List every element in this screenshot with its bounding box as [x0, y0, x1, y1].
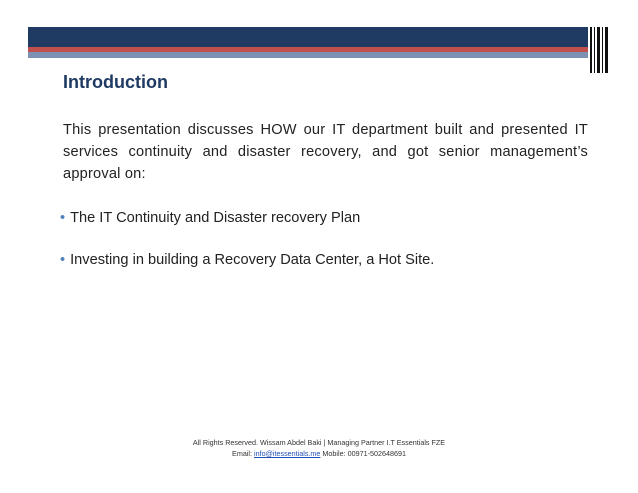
intro-paragraph: This presentation discusses HOW our IT department built and presented IT services continuity and disaster recovery, and got senior management’s approval on: [63, 122, 588, 182]
bullet-icon: • [60, 252, 66, 268]
header-decoration-bar [28, 27, 610, 73]
footer-contact [0, 449, 638, 458]
footer-copyright: All Rights Reserved. Wissam Abdel Baki | Managing Partner I.T Essentials FZE [192, 438, 446, 447]
slide-title: Introduction [63, 72, 168, 92]
bullet-item-1 [60, 210, 360, 226]
bullet-text: Investing in building a Recovery Data Center, a Hot Site. [70, 252, 435, 268]
bullet-item-2 [60, 252, 434, 268]
footer-email-label: Email: [232, 449, 254, 458]
header-bar-light-stripe [28, 52, 588, 58]
header-bar-dark [28, 27, 588, 47]
bullet-icon: • [60, 210, 66, 226]
footer-mobile: Mobile: 00971-502648691 [320, 449, 406, 458]
header-bar-endcap [590, 27, 610, 73]
bullet-text: The IT Continuity and Disaster recovery Plan [70, 210, 361, 226]
footer-email-link[interactable]: info@itessentials.me [254, 449, 321, 458]
